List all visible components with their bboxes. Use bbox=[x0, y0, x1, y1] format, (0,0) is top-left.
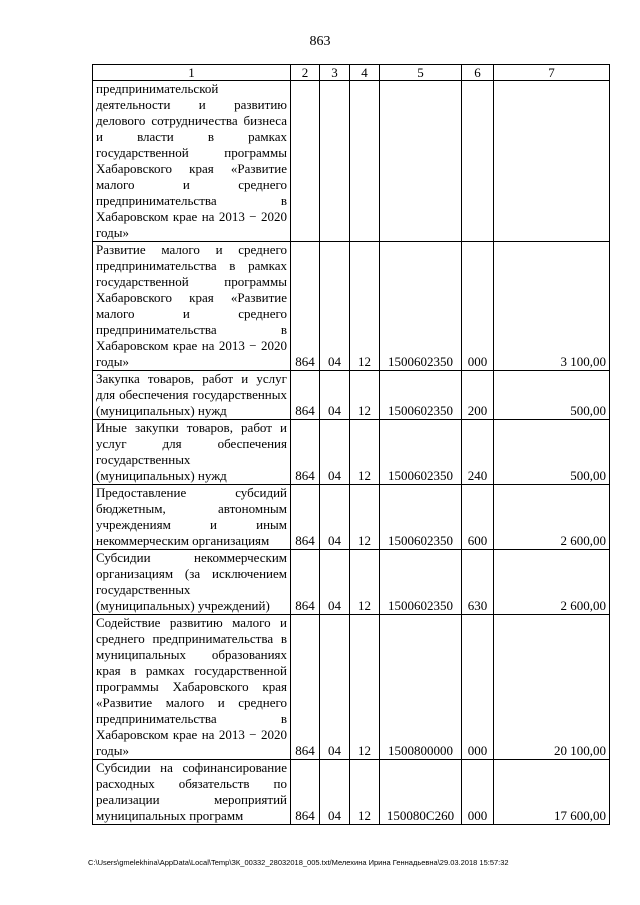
item-name: Субсидии на софинансирование расходных обязательств по реализации мероприятий муниципальных программ bbox=[93, 760, 291, 825]
cell-c2: 864 bbox=[291, 420, 320, 485]
item-name: Предоставление субсидий бюджетным, автономным учреждениям и иным некоммерческим организациям bbox=[93, 485, 291, 550]
cell-c6: 000 bbox=[462, 760, 494, 825]
cell-c5: 1500602350 bbox=[380, 242, 462, 371]
cell-c5: 1500602350 bbox=[380, 371, 462, 420]
cell-c3: 04 bbox=[320, 550, 350, 615]
table-row bbox=[93, 420, 610, 485]
cell-amount: 20 100,00 bbox=[494, 615, 610, 760]
column-header: 4 bbox=[350, 65, 380, 81]
cell-c3: 04 bbox=[320, 371, 350, 420]
cell-c3: 04 bbox=[320, 420, 350, 485]
cell-c2: 864 bbox=[291, 760, 320, 825]
column-header: 7 bbox=[494, 65, 610, 81]
cell-c2 bbox=[291, 81, 320, 242]
cell-amount: 500,00 bbox=[494, 371, 610, 420]
column-header: 5 bbox=[380, 65, 462, 81]
column-header: 1 bbox=[93, 65, 291, 81]
cell-c3: 04 bbox=[320, 242, 350, 371]
table-row bbox=[93, 550, 610, 615]
page-number: 863 bbox=[309, 34, 331, 49]
cell-c2: 864 bbox=[291, 371, 320, 420]
budget-table bbox=[92, 64, 610, 825]
cell-c5: 150080С260 bbox=[380, 760, 462, 825]
cell-c2: 864 bbox=[291, 615, 320, 760]
cell-c4: 12 bbox=[350, 760, 380, 825]
cell-amount: 17 600,00 bbox=[494, 760, 610, 825]
cell-c2: 864 bbox=[291, 550, 320, 615]
cell-c3: 04 bbox=[320, 485, 350, 550]
cell-c6: 600 bbox=[462, 485, 494, 550]
cell-c5: 1500602350 bbox=[380, 420, 462, 485]
item-name: Закупка товаров, работ и услуг для обеспечения государственных (муниципальных) нужд bbox=[93, 371, 291, 420]
cell-c2: 864 bbox=[291, 242, 320, 371]
cell-amount: 3 100,00 bbox=[494, 242, 610, 371]
cell-c4: 12 bbox=[350, 371, 380, 420]
cell-amount: 2 600,00 bbox=[494, 550, 610, 615]
table-row bbox=[93, 760, 610, 825]
table-row bbox=[93, 242, 610, 371]
cell-c2: 864 bbox=[291, 485, 320, 550]
file-path-footer: C:\Users\gmelekhina\AppData\Local\Temp\ЗК_00332_28032018_005.txt/Мелехина Ирина Геннадьевна\29.03.2018 15:57:32 bbox=[88, 858, 509, 867]
cell-c4: 12 bbox=[350, 550, 380, 615]
cell-c3 bbox=[320, 81, 350, 242]
cell-c6: 000 bbox=[462, 242, 494, 371]
cell-c5: 1500800000 bbox=[380, 615, 462, 760]
cell-c5 bbox=[380, 81, 462, 242]
column-header: 3 bbox=[320, 65, 350, 81]
item-name: Иные закупки товаров, работ и услуг для обеспечения государственных (муниципальных) нужд bbox=[93, 420, 291, 485]
table-row bbox=[93, 371, 610, 420]
item-name: Развитие малого и среднего предпринимательства в рамках государственной программы Хабаровского края «Развитие малого и среднего предпринимательства в Хабаровском крае на 2013 − 2020 годы» bbox=[93, 242, 291, 371]
cell-amount: 500,00 bbox=[494, 420, 610, 485]
cell-amount: 2 600,00 bbox=[494, 485, 610, 550]
cell-c6: 630 bbox=[462, 550, 494, 615]
cell-c3: 04 bbox=[320, 615, 350, 760]
cell-c6 bbox=[462, 81, 494, 242]
cell-c4: 12 bbox=[350, 485, 380, 550]
cell-c6: 200 bbox=[462, 371, 494, 420]
table-row bbox=[93, 81, 610, 242]
cell-c6: 000 bbox=[462, 615, 494, 760]
cell-c4: 12 bbox=[350, 242, 380, 371]
table-row bbox=[93, 485, 610, 550]
column-header: 2 bbox=[291, 65, 320, 81]
cell-c5: 1500602350 bbox=[380, 550, 462, 615]
cell-c5: 1500602350 bbox=[380, 485, 462, 550]
item-name: предпринимательской деятельности и развитию делового сотрудничества бизнеса и власти в рамках государственной программы Хабаровского края «Развитие малого и среднего предпринимательства в Хабаровском крае на 2013 − 2020 годы» bbox=[93, 81, 291, 242]
cell-c6: 240 bbox=[462, 420, 494, 485]
cell-c4 bbox=[350, 81, 380, 242]
table-header-row bbox=[93, 65, 610, 81]
item-name: Содействие развитию малого и среднего предпринимательства в муниципальных образованиях края в рамках государственной программы Хабаровского края «Развитие малого и среднего предпринимательства в Хабаровском крае на 2013 − 2020 годы» bbox=[93, 615, 291, 760]
table-row bbox=[93, 615, 610, 760]
item-name: Субсидии некоммерческим организациям (за исключением государственных (муниципальных) учреждений) bbox=[93, 550, 291, 615]
column-header: 6 bbox=[462, 65, 494, 81]
cell-c4: 12 bbox=[350, 420, 380, 485]
cell-c4: 12 bbox=[350, 615, 380, 760]
cell-c3: 04 bbox=[320, 760, 350, 825]
cell-amount bbox=[494, 81, 610, 242]
